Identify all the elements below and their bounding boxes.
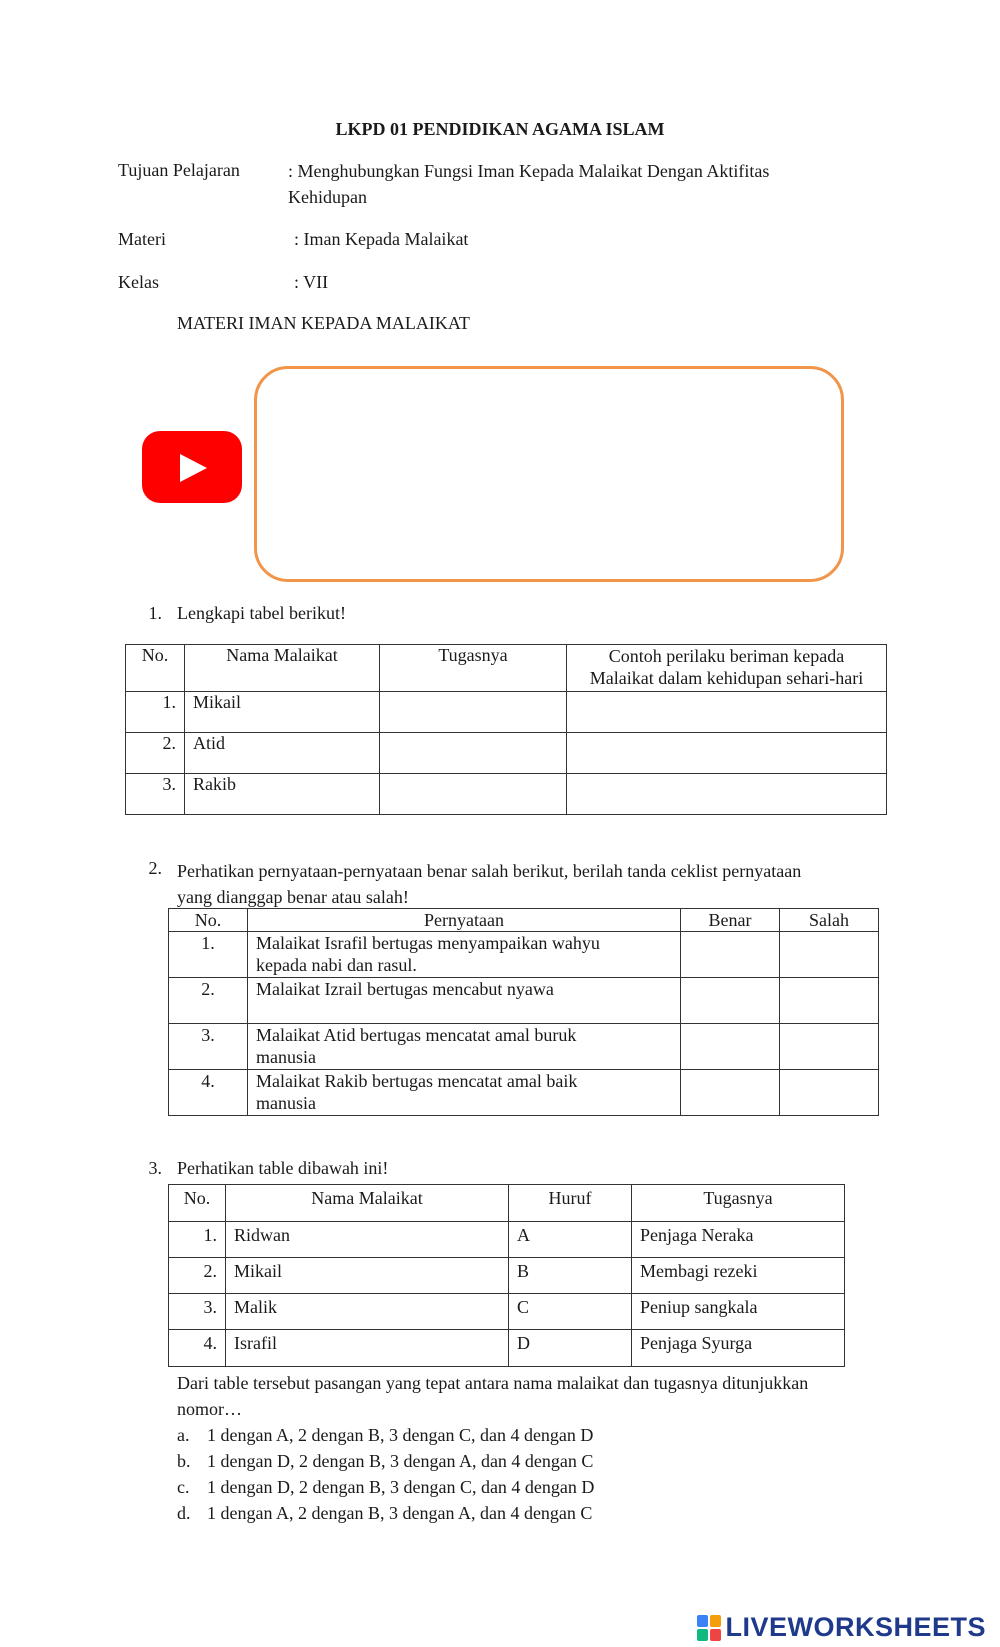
q2-salah-checkbox[interactable]	[780, 978, 879, 1024]
q2-row-statement	[248, 1070, 681, 1116]
q2-row-statement-line1: Malaikat Izrail bertugas mencabut nyawa	[256, 979, 554, 999]
q3-row-no: 4.	[169, 1330, 226, 1367]
table-row	[169, 978, 879, 1024]
option-letter: d.	[177, 1503, 191, 1523]
kelas-value: : VII	[294, 272, 329, 292]
q3-header-row	[169, 1185, 845, 1222]
video-frame[interactable]	[254, 366, 844, 582]
q3-option-a[interactable]	[177, 1422, 594, 1448]
liveworksheets-logo	[697, 1612, 986, 1643]
table-row	[169, 1070, 879, 1116]
q2-row-statement-line1: Malaikat Israfil bertugas menyampaikan wahyu	[256, 933, 600, 953]
q2-benar-checkbox[interactable]	[681, 1024, 780, 1070]
table-row	[169, 1222, 845, 1258]
q3-row-huruf: D	[509, 1330, 632, 1367]
q2-header-salah: Salah	[780, 909, 879, 932]
q2-row-statement	[248, 932, 681, 978]
table-row	[169, 1258, 845, 1294]
q1-number: 1.	[148, 603, 162, 623]
q3-question-line1: Dari table tersebut pasangan yang tepat antara nama malaikat dan tugasnya ditunjukkan	[177, 1373, 809, 1393]
q2-salah-checkbox[interactable]	[780, 932, 879, 978]
q2-salah-checkbox[interactable]	[780, 1070, 879, 1116]
q2-row-no: 3.	[169, 1024, 248, 1070]
q2-row-statement	[248, 978, 681, 1024]
q1-row-name: Mikail	[185, 692, 380, 733]
q1-row-tugas-input[interactable]	[380, 774, 567, 815]
table-row	[126, 733, 887, 774]
materi-label: Materi	[118, 229, 166, 249]
q2-row-statement	[248, 1024, 681, 1070]
q3-question	[177, 1370, 808, 1422]
q1-row-contoh-input[interactable]	[567, 733, 887, 774]
q1-row-name: Atid	[185, 733, 380, 774]
q1-header-contoh	[567, 645, 887, 692]
tujuan-value	[288, 158, 769, 210]
kelas-label: Kelas	[118, 272, 159, 292]
section-heading: MATERI IMAN KEPADA MALAIKAT	[177, 313, 470, 333]
q3-row-no: 2.	[169, 1258, 226, 1294]
option-text: 1 dengan D, 2 dengan B, 3 dengan A, dan 4 dengan C	[207, 1451, 594, 1471]
q1-row-contoh-input[interactable]	[567, 774, 887, 815]
q3-instruction: Perhatikan table dibawah ini!	[177, 1158, 389, 1178]
q1-row-no: 3.	[126, 774, 185, 815]
option-text: 1 dengan A, 2 dengan B, 3 dengan C, dan 4 dengan D	[207, 1425, 594, 1445]
q3-header-huruf: Huruf	[509, 1185, 632, 1222]
q1-header-nama: Nama Malaikat	[185, 645, 380, 692]
q2-header-no: No.	[169, 909, 248, 932]
q3-option-b[interactable]	[177, 1448, 594, 1474]
tujuan-value-line1: : Menghubungkan Fungsi Iman Kepada Malaikat Dengan Aktifitas	[288, 161, 770, 181]
q3-question-line2: nomor…	[177, 1399, 242, 1419]
table-row	[169, 1294, 845, 1330]
q3-row-name: Mikail	[226, 1258, 509, 1294]
q2-instruction-line2: yang dianggap benar atau salah!	[177, 887, 409, 907]
q3-row-no: 1.	[169, 1222, 226, 1258]
q2-row-no: 1.	[169, 932, 248, 978]
q3-row-huruf: C	[509, 1294, 632, 1330]
table-row	[169, 932, 879, 978]
q3-row-tugas: Membagi rezeki	[632, 1258, 845, 1294]
q2-instruction	[177, 858, 801, 910]
q2-row-statement-line2: manusia	[256, 1047, 316, 1067]
option-text: 1 dengan A, 2 dengan B, 3 dengan A, dan 4 dengan C	[207, 1503, 593, 1523]
q2-row-statement-line1: Malaikat Rakib bertugas mencatat amal baik	[256, 1071, 578, 1091]
q3-row-name: Malik	[226, 1294, 509, 1330]
q2-row-statement-line2: kepada nabi dan rasul.	[256, 955, 417, 975]
brand-name: LIVEWORKSHEETS	[725, 1612, 986, 1642]
q3-row-no: 3.	[169, 1294, 226, 1330]
q3-row-huruf: A	[509, 1222, 632, 1258]
table-row	[169, 1330, 845, 1367]
q2-benar-checkbox[interactable]	[681, 978, 780, 1024]
q2-salah-checkbox[interactable]	[780, 1024, 879, 1070]
q3-header-no: No.	[169, 1185, 226, 1222]
table-row	[126, 692, 887, 733]
q2-row-statement-line1: Malaikat Atid bertugas mencatat amal buruk	[256, 1025, 577, 1045]
q1-row-no: 2.	[126, 733, 185, 774]
q1-header-contoh-line1: Contoh perilaku beriman kepada	[608, 646, 845, 666]
q2-instruction-line1: Perhatikan pernyataan-pernyataan benar salah berikut, berilah tanda ceklist pernyataan	[177, 861, 802, 881]
q3-header-nama: Nama Malaikat	[226, 1185, 509, 1222]
q1-row-contoh-input[interactable]	[567, 692, 887, 733]
worksheet-title: LKPD 01 PENDIDIKAN AGAMA ISLAM	[335, 119, 665, 139]
q1-row-no: 1.	[126, 692, 185, 733]
q1-header-row	[126, 645, 887, 692]
q3-row-tugas: Penjaga Neraka	[632, 1222, 845, 1258]
q2-header-row	[169, 909, 879, 932]
q3-table	[168, 1184, 845, 1367]
q3-number: 3.	[148, 1158, 162, 1178]
q1-row-name: Rakib	[185, 774, 380, 815]
q3-row-name: Israfil	[226, 1330, 509, 1367]
option-letter: a.	[177, 1425, 190, 1445]
liveworksheets-logo-icon	[697, 1615, 721, 1641]
q1-header-contoh-line2: Malaikat dalam kehidupan sehari-hari	[589, 668, 864, 688]
q3-row-huruf: B	[509, 1258, 632, 1294]
table-row	[169, 1024, 879, 1070]
q2-number: 2.	[148, 858, 162, 878]
tujuan-value-line2: Kehidupan	[288, 187, 367, 207]
table-row	[126, 774, 887, 815]
q1-row-tugas-input[interactable]	[380, 733, 567, 774]
q2-table	[168, 908, 879, 1116]
q2-row-no: 4.	[169, 1070, 248, 1116]
q3-header-tugas: Tugasnya	[632, 1185, 845, 1222]
q2-benar-checkbox[interactable]	[681, 932, 780, 978]
q2-row-no: 2.	[169, 978, 248, 1024]
q3-option-c[interactable]	[177, 1474, 594, 1500]
option-text: 1 dengan D, 2 dengan B, 3 dengan C, dan 4 dengan D	[207, 1477, 595, 1497]
tujuan-label: Tujuan Pelajaran	[118, 160, 240, 180]
materi-value: : Iman Kepada Malaikat	[294, 229, 469, 249]
option-letter: c.	[177, 1477, 190, 1497]
q3-option-d[interactable]	[177, 1500, 594, 1526]
q2-header-benar: Benar	[681, 909, 780, 932]
q2-header-pernyataan: Pernyataan	[248, 909, 681, 932]
q2-row-statement-line2: manusia	[256, 1093, 316, 1113]
option-letter: b.	[177, 1451, 191, 1471]
youtube-play-icon[interactable]	[142, 431, 242, 503]
q1-table	[125, 644, 887, 815]
q2-benar-checkbox[interactable]	[681, 1070, 780, 1116]
q1-row-tugas-input[interactable]	[380, 692, 567, 733]
q3-options	[177, 1422, 594, 1526]
q3-row-name: Ridwan	[226, 1222, 509, 1258]
q1-header-no: No.	[126, 645, 185, 692]
q3-row-tugas: Peniup sangkala	[632, 1294, 845, 1330]
q1-instruction: Lengkapi tabel berikut!	[177, 603, 346, 623]
q3-row-tugas: Penjaga Syurga	[632, 1330, 845, 1367]
q1-header-tugas: Tugasnya	[380, 645, 567, 692]
